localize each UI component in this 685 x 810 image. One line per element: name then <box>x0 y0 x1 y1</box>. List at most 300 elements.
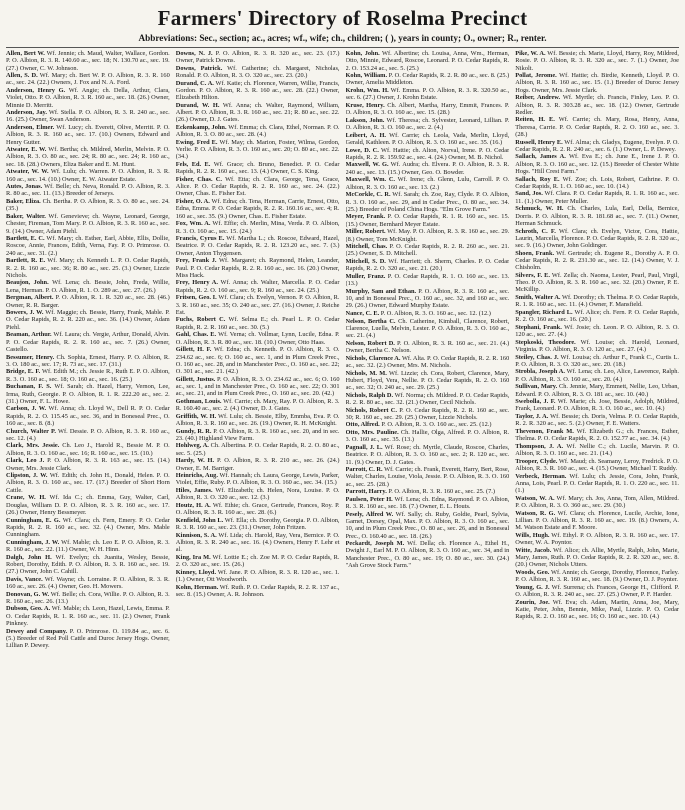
entry-name: Nichols, Robert C. <box>345 406 397 414</box>
directory-entry <box>6 472 170 494</box>
entry-details: Wf. Martha L.; ch. Roscoe, Edward, Hazel, Beatrice. P. O. Cedar Rapids, R. 2. R. 123.20 ac., sec. 7. (3.) Owner, Anton Thygensen. <box>175 235 340 257</box>
directory-entry <box>6 628 170 650</box>
entry-name: Meyer, Frank. <box>345 213 386 221</box>
entry-details: Wf. Verna; ch. Vollmar, Lynn, Lucile, Edna. P. O. Albion, R. 3. R. 80 ac., sec. 18. (10.) Owner, Otto Haas. <box>175 331 340 346</box>
entry-details: Wf. Grace; ch. Bruno, Benedict. P. O. Cedar Rapids, R. 2. R. 160 ac., sec. 13. (4.) Owner, C. S. King. <box>175 161 340 176</box>
entry-details: Wf. Ethie; ch. Grace, Gertrude, Frances, Roy. P. O. Albion, R. 3. R. 160 ac., sec. 28. (6.) <box>175 502 340 517</box>
entry-details: Wf. Jennie; ch. Maud, Walter, Wallace, Gordon. P. O. Albion, R. 3. R. 140.60 ac., sec. 18; N. 130.70 ac., sec. 19. (27.) Owner, C. W. Johnson. <box>6 50 170 72</box>
directory-entry <box>515 428 679 443</box>
entry-details: P. O. Cedar Rapids, R. 2. R. 260 ac., sec. 21. (25.) Owner, S. D. Mitchell. <box>345 243 510 258</box>
directory-entry <box>515 584 679 599</box>
entry-name: Pike, W. A. <box>515 50 546 57</box>
entry-name: Sullivan, Mary. <box>515 383 558 391</box>
directory-entry <box>346 496 510 511</box>
entry-name: Downs, N. J. <box>175 50 213 57</box>
entry-name: Sand, Jos. <box>515 190 543 198</box>
entry-name: Lakson, John. <box>345 116 385 124</box>
entry-name: Clark, Leo J. <box>6 457 45 465</box>
entry-details: P. O. Albion, R. 3. R. 163 ac., sec. 15. (14.) Owner, Mrs. Jessie Clark. <box>6 457 170 472</box>
entry-name: Fisher, Chas. C. <box>175 175 222 183</box>
entry-name: Kruse, Henry. <box>345 101 385 109</box>
abbreviations-line: Abbreviations: Sec., section; ac., acres; wf., wife; ch., children; ( ), years in county; O., owner; R., renter. <box>138 33 547 43</box>
entry-name: Durand, C. A. <box>175 79 214 87</box>
entry-details: Wf. Alice; ch. Fern. P. O. Cedar Rapids, R. 2. O. 160 ac., sec. 16. (20.) <box>515 308 679 324</box>
entry-details: Wf. Eva E.; ch. June E., Irene J. P. O. Albion, R. 3. O. 160 ac., sec. 12. (15.) Breeder of Chester White Hogs. "Hill Crest Farm." <box>515 153 679 175</box>
directory-entry <box>6 50 170 72</box>
directory-entry <box>6 354 170 369</box>
directory-entry <box>176 502 340 517</box>
directory-entry <box>6 235 170 257</box>
directory-entry <box>346 540 510 569</box>
entry-details: Wf. Maud; ch. Seamany, Leroy, Fredrick. P. O. Albion, R. 3. R. 160 ac., sec. 4. (15.) Owner, Michael T. Ruddy. <box>515 457 679 472</box>
directory-entry <box>346 132 510 147</box>
directory-entry <box>515 176 679 191</box>
directory-entry <box>515 50 679 72</box>
directory-entry <box>6 457 170 472</box>
entry-details: Wf. Jane. P. O. Albion, R. 3. R. 120 ac., sec. 1. (1.) Owner, Ott Woodworth. <box>175 568 340 584</box>
entry-name: Hohlweg, A. <box>175 442 209 450</box>
entry-name: King, Ira M. <box>175 553 211 561</box>
directory-entry <box>515 368 679 383</box>
directory-entry <box>6 605 170 627</box>
entry-name: Bowers, J. W. <box>6 309 44 317</box>
entry-details: Wf. May; ch. Marion, Foster, Wilma, Gordon, Verlie. P. O. Albion, R. 3. O. 160 ac., sec. 20; O. 80 ac., sec. 22. (34.) <box>175 138 340 161</box>
entry-name: Atwater, E. W. <box>6 146 47 154</box>
entry-details: Wf. Annie; ch. George, Dorothy, Florence, Farley. P. O. Albion, R. 3. R. 160 ac., sec. 18. (9.) Owner, D. J. Poynter. <box>515 568 679 584</box>
entry-name: Trooper, Clyde. <box>515 457 558 465</box>
directory-entry <box>515 599 679 621</box>
entry-details: Wf. Mary; ch. Jos, Anna, Tom, Allen, Mildred. P. O. Albion, R. 3. O. 360 ac., sec. 29. (30.) <box>515 494 679 510</box>
entry-name: Krohn, Wm. H. <box>345 87 389 95</box>
entry-details: Wf. Edna; ch. Tena, Herman, Carrie, Ernest, Otto, Edna, Emma. P. O. Cedar Rapids, R. 2. R. 160.16 ac., sec. 4; R. 160 ac., sec. 35. (9.) Owner, Chas. E. Fisher Estate. <box>175 198 340 220</box>
entry-details: Wf. Evelyn; ch. Juanita, Wesley, Bessie, Robert, Dorothy, Edith. P. O. Albion, R. 3. R. 160 ac., sec. 19. (27.) Owner, John C. Cahill. <box>6 553 170 576</box>
entry-details: Wf. Alma; ch. Gladys, Eugene, Evelyn. P. O. Cedar Rapids, R. 2. R. 240 ac., sec. 6. (1.) Owner, L. P. Dewey. <box>515 138 679 153</box>
entry-details: P. O. Albion, R. 1. R. 320 ac., sec. 28. (46.) Owner, R. R. Barger. <box>6 294 170 309</box>
entry-details: Wf. Surrena; ch. Frances, George H., Clifford. P. O. Albion, R. 3. R. 240 ac., sec. 27. (25.) Owner, P. F. Harder. <box>515 583 679 598</box>
entry-name: Sallach, James A. <box>515 153 566 161</box>
directory-entry <box>515 532 679 547</box>
directory-entry <box>6 198 170 213</box>
entry-details: Wf. Edith; ch. John H., Donald, Helen. P. O. Albion, R. 3. O. 160 ac., sec. 17. (17.) Breeder of Short Horn Cattle. <box>6 472 170 494</box>
directory-entry <box>176 50 340 65</box>
directory-entry <box>176 517 340 532</box>
directory-entry <box>176 472 340 487</box>
directory-entry <box>176 428 340 443</box>
directory-entry <box>346 488 510 495</box>
header-divider <box>6 47 679 48</box>
entry-details: Wf. Laura; ch. Vergie, Arthur, Donald, Alvin. P. O. Cedar Rapids, R. 2. R. 160 ac., sec. 7. (26.) Owner, Castello. <box>6 331 170 353</box>
entry-name: Bridge, E. F. <box>6 368 41 376</box>
entry-name: Otto, Alfred. <box>345 421 380 429</box>
entry-name: Paulsen, Peter H. <box>345 495 393 503</box>
entry-details: Ch. Jennie, Mary, Emmett, Nellie, Leo, Urban, Edward. P. O. Albion, R. 3. O. 181 ac., sec. 10. (40.) <box>515 383 679 398</box>
entry-details: Ch. Catherine, Kimball, Clarence, Robert, Clarence, Luella, Melvin, Lester. P. O. Albion, R. 3. O. 160 ac., sec. 21. (4.) <box>345 317 510 340</box>
entry-details: Wf. Hattie; ch. Birdie, Kenneth, Lloyd. P. O. Albion, R. 3. R. 160 ac., sec. 15. (1.) Breeder of Duroc Jersey Hogs. Owner, Mrs. Jessie Clark. <box>515 72 679 94</box>
entry-details: Wf. Selma E.; ch. Pearl L. P. O. Cedar Rapids, R. 2. R. 160 ac., sec. 30. (5.) <box>175 316 340 331</box>
entry-name: Silvers, F. E. <box>515 271 550 279</box>
directory-entry <box>176 584 340 599</box>
directory-entry <box>176 176 340 198</box>
directory-entry <box>176 398 340 413</box>
directory-entry <box>515 72 679 94</box>
entry-details: Wf. Clara; ch. Florence, Lucile, Archie, Ione, Lillian. P. O. Albion, R. 3. R. 160 ac., sec. 19. (8.) Owners, A. M. Watson Estate and F. Moore. <box>515 509 679 532</box>
directory-entry <box>6 168 170 183</box>
entry-details: Wf. Anna; ch. Walter, Raymond, William, Albert. P. O. Albion, R. 3. R. 160 ac., sec. 21; R. 80 ac., sec. 22. (26.) Owner, D. J. Gates. <box>175 101 340 124</box>
directory-entry <box>176 161 340 176</box>
entry-name: Bergman, Albert. <box>6 294 54 302</box>
directory-entry <box>6 539 170 554</box>
directory-entry <box>515 272 679 294</box>
entry-name: Peckardt, Joseph M. <box>345 540 405 548</box>
entry-name: Durand, W. H. <box>175 101 220 109</box>
entry-name: Downs, Patrick. <box>175 64 223 72</box>
entry-details: Wf. Sarah; ch. Hazel, Harry, Vernon, Lee, Irma, Ruth, Georgie. P. O. Albion, R. 1. R. 222.20 ac., sec. 2. (31.) Owner, F. L. Howe. <box>6 383 170 405</box>
directory-entry <box>346 50 510 72</box>
entry-name: Crane, W. H. <box>6 494 46 502</box>
entry-details: Wf. Angie; ch. Della, Arthur, Clara, Violet, Otto. P. O. Albion, R. 3. R. 160 ac., sec. 18. (26.) Owner, Minnie D. Merritt. <box>6 87 170 109</box>
directory-entry <box>346 147 510 162</box>
entry-details: Wf. Stella. P. O. Albion, R. 3. R. 240 ac., sec. 16. (25.) Owner, Swan Anderson. <box>6 109 170 124</box>
entry-details: Wf. Hattie; ch. Alton, Norval, Irene. P. O. Cedar Rapids, R. 2. R. 159.92 ac., sec. 4. (24.) Owner, M. B. Nichol. <box>345 146 510 161</box>
entry-name: Strobla, Joseph A. <box>515 368 565 376</box>
entry-name: Kohn, William. <box>345 72 388 80</box>
directory-entry <box>346 370 510 392</box>
entry-name: Anderson, Henry G. <box>6 87 66 95</box>
entry-name: Thompson, J. A. <box>515 442 564 450</box>
entry-details: Wf. Audra; ch. Elvera. P. O. Albion, R. 3. R. 240 ac., sec. 13. (15.) Owner, Geo. O. Bowder. <box>345 161 510 176</box>
entry-details: Wf. May. P. O. Albion, R. 3. R. 160 ac., sec. 29. (8.) Owner, Tom McKnight. <box>345 228 510 243</box>
entry-name: Mitchell, S. D. <box>345 258 386 266</box>
entry-details: Wf. Lena; ch. Leo, Alice, Lawrence, Ralph. P. O. Albion, R. 3. O. 160 ac., sec. 20. (4.) <box>515 368 679 383</box>
directory-entry <box>6 124 170 146</box>
entry-details: Wf. Norma; ch. Mildred. P. O. Cedar Rapids, R. 2. R. 80 ac., sec. 32. (21.) Owner, Cecil Nichols. <box>345 391 510 406</box>
entry-details: Wf. Effie; ch. Merlin, Mina, Verda. P. O. Albion, R. 3. O. 160 ac., sec. 15. (24.) <box>175 220 340 235</box>
entry-details: Wf. Belle; ch. Neva, Ronald. P. O. Albion, R. 3. R. 80 ac., sec. 11. (13.) Breeder of Jerseys. <box>6 183 170 198</box>
entry-details: Wf. Clara; ch. Evelyn, Victor, Cora, Hattie, Laurin, Marcella, Florence. P. O. Cedar Rapids, R. 2. R. 320 ac., sec. 9. (16.) Owner, John Goldinger. <box>515 227 679 250</box>
entry-details: Wf. Clara; ch. Evelyn, Vernon. P. O. Albion, R. 3. R. 160 ac., sec. 35; O. 240 ac., sec. 27. (16.) Owner, J. Reiche Est. <box>175 294 340 316</box>
entry-details: Wf. Bertha; ch. Mildred, Merlin, Melvin. P. O. Albion, R. 3. O. 80 ac., sec. 24; R. 80 ac., sec. 24; R. 160 ac., sec. 18. (28.) Owners, Eliza Baker and E. M. Hunt. <box>6 146 170 168</box>
entry-name: Francis, Cyrus E. <box>175 235 225 243</box>
entry-details: P. O. Albion, R. 3. O. 160 ac., sec. 25. (12.) <box>379 421 492 429</box>
directory-entry <box>6 331 170 353</box>
directory-entry <box>515 510 679 532</box>
directory-entry <box>515 94 679 116</box>
directory-entry <box>176 457 340 472</box>
entry-details: P. O. Albion, R. 3. R. 320 ac., sec. 23. (17.) Owner, Patrick Downs. <box>175 50 340 65</box>
directory-entry <box>6 591 170 606</box>
directory-entry <box>346 444 510 466</box>
entry-details: Wf. Zoe; ch. Lois, Robert, Cathrine. P. O. Cedar Rapids, R. 1. O. 160 ac., sec. 10. (14.) <box>515 175 679 190</box>
directory-entry <box>515 495 679 510</box>
entry-details: Wf. Mable; ch. Leo E. P. O. Albion, R. 3. R. 160 ac., sec. 22. (11.) Owner, W. H. Hinn. <box>6 538 170 553</box>
directory-entry <box>176 279 340 294</box>
entry-details: Wf. Catherine; ch. Margaret, Nicholas, Ronald. P. O. Albion, R. 3. O. 320 ac., sec. 23. (20.) <box>175 64 340 80</box>
entry-details: Ch. Sophia, Ernest, Harry. P. O. Albion, R. 3. O. 180 ac., sec. 17; R. 73 ac., sec. 17. (31.) <box>6 353 170 368</box>
directory-entry <box>176 346 340 375</box>
entry-name: Nichols, Clarence A. <box>345 354 401 362</box>
entry-details: P. O. Albion, R. 3. R. 160 ac., sec. 21. (4.) Owner, Bertha C. Nelson. <box>345 339 510 355</box>
entry-name: Lowe, D. C. <box>345 146 379 154</box>
directory-entry <box>346 392 510 407</box>
entry-details: Ch. Charles, Lula, Earl, Della, Bernice, Dorris. P. O. Albion, R. 3. R. 181.68 ac., sec. 7. (11.) Owner, Herman Schmuck. <box>515 205 679 227</box>
entry-name: Beaujon, John. <box>6 279 49 287</box>
directory-entry <box>6 109 170 124</box>
directory-entry <box>176 554 340 569</box>
directory-entry <box>6 279 170 294</box>
entry-name: Anderson, Elmer. <box>6 124 55 132</box>
entry-details: Wf. Dessie. P. O. Albion, R. 3. R. 160 ac., sec. 12. (4.) <box>6 427 170 442</box>
directory-entry <box>176 376 340 398</box>
entry-name: Beaman, Arthur. <box>6 331 52 339</box>
entry-name: Clipston, J. W. <box>6 472 48 480</box>
directory-entry <box>176 235 340 257</box>
directory-entry <box>346 318 510 340</box>
directory-entry <box>6 146 170 168</box>
entry-details: Ch. Albertina. P. O. Cedar Rapids, R. 2. O. 80 ac., sec. 5. (25.) <box>175 442 340 457</box>
directory-entry <box>176 413 340 428</box>
entry-name: Watson, R. G. <box>515 509 556 517</box>
entry-details: Wf. Sally; ch. Ruby, Goldie, Pearl, Sylvia, Garnet, Dorsey, Opal, Max. P. O. Albion, R. 3. O. 160 ac., sec. 10, and in Plum Creek Prec., O. 80 ac., sec. 26, and in Boneseal Prec., O. 160.40 ac., sec. 18. (26.) <box>345 510 510 540</box>
directory-entry <box>346 243 510 258</box>
entry-details: Wf. Carrie; ch. Mary, Rosa, Henry, Anna, Theresa, Carrie. P. O. Cedar Rapids, R. 2. O. 160 ac., sec. 3. (28.) <box>515 116 679 138</box>
directory-entry <box>346 72 510 87</box>
entry-details: Wf. Theresa; ch. Sylvester, Leonard, Lillian. P. O. Albion, R. 3. O. 160 ac., sec. 2. (4.) <box>345 116 510 132</box>
entry-details: Wf. Belle; ch. Cora, Willie. P. O. Albion, R. 3. R. 160 ac., sec. 26. (13.) <box>6 590 170 605</box>
directory-entry <box>176 65 340 80</box>
entry-name: Fisher, O. A. <box>175 198 210 206</box>
entry-details: P. O. Albion, R. 3. R. 160 ac., sec. 10, and in Boneseal Prec., O. 160 ac., sec. 32, and 160 ac., sec. 29. (26.) Owner, Edward Murphy Estate. <box>345 287 510 310</box>
entry-name: Wills, Hugh. <box>515 531 550 539</box>
directory-entry <box>515 443 679 458</box>
entry-name: Carlson, J. W. <box>6 405 47 413</box>
entry-details: Wf. Mary; ch. Kenneth L. P. O. Cedar Rapids, R. 2. R. 160 ac., sec. 36; R. 80 ac., sec. 25. (3.) Owner, Lizzie Nichols. <box>6 257 170 279</box>
entry-details: Wf. Carrie; ch. Leola, Vada, Merlin, Lloyd, Gerald, Kathleen. P. O. Albion, R. 3. O. 160 ac., sec. 35. (16.) <box>345 131 510 146</box>
directory-entry <box>6 368 170 383</box>
entry-details: Wf. Lucy; ch. Everett, Olive, Merritt. P. O. Albion, R. 3. R. 160 ac., sec. 17. (10.) Owners, Edward and Henry Gutter. <box>6 124 170 146</box>
entry-name: Kenfield, John L. <box>175 516 224 524</box>
entry-details: Wf. Anna; ch. Lloyd W., Dell R. P. O. Cedar Rapids, R. 2. O. 115.45 ac., sec. 36, and in Boneseal Prec., O. 160 ac., sec. 8. (8.) <box>6 405 170 427</box>
entry-name: Frey, Frank J. <box>175 257 217 265</box>
entry-name: Gillett, H. F. <box>175 346 212 354</box>
entry-name: Smith, Walter A. <box>515 293 561 301</box>
entry-name: Schroth, C. F. <box>515 227 556 235</box>
entry-details: Wf. Katie; ch. Florence, Warren, Willie, Francis, Gordon. P. O. Albion, R. 3. R. 160 ac., sec. 28. (22.) Owner, Elizabeth Hilton. <box>175 79 340 102</box>
entry-name: Fels, Ed. E. <box>175 161 211 169</box>
entry-name: Shoen, Frank. <box>515 249 555 257</box>
directory-entry <box>6 517 170 539</box>
directory-column-2 <box>176 50 340 810</box>
entry-details: Wf. Della; ch. Florence A., Ethel H., Dwight J., Earl M. P. O. Albion, R. 3. O. 160 ac., sec. 34, and in Manchester Prec., O. 80 ac., sec. 19; O. 80 ac., sec. 30. (24.) "Ash Grove Stock Farm." <box>345 540 510 569</box>
directory-entry <box>6 383 170 405</box>
directory-entry <box>515 354 679 369</box>
entry-details: Wf. Bessie; ch. Marie, Lloyd, Harry, Roy, Mildred, Rosie. P. O. Albion, R. 3. R. 320 ac., sec. 7. (1.) Owner, Joe Nikolt. <box>515 50 679 72</box>
entry-name: Griffith, W. H. <box>175 412 217 420</box>
entry-name: Baker, Eliza. <box>6 198 41 206</box>
entry-name: Murphy, Sam and Ethan. <box>345 287 417 295</box>
directory-entry <box>6 576 170 591</box>
directory-entry <box>176 257 340 279</box>
directory-entry <box>6 257 170 279</box>
directory-column-3 <box>346 50 510 810</box>
entry-name: Dewey and Company. <box>6 627 68 635</box>
directory-entry <box>6 309 170 331</box>
entry-name: Reiber, Andrew. <box>515 94 561 102</box>
directory-entry <box>346 288 510 310</box>
entry-details: P. O. Cedar Rapids, R. 1. O. 160 ac., sec. 13. (13.) <box>345 272 510 288</box>
entry-name: Nance, C. E. <box>345 310 380 317</box>
entry-name: Frey, Henry A. <box>175 279 218 287</box>
directory-entry <box>176 569 340 584</box>
directory-entry <box>346 310 510 317</box>
entry-details: Wf. Clara; ch. Fern, Emery. P. O. Cedar Rapids, R. 2. R. 160 ac., sec. 32. (4.) Owner, Mrs. Mable Cunningham. <box>6 516 170 539</box>
entry-name: Hardy, W. H. <box>175 457 215 465</box>
directory-entry <box>346 102 510 117</box>
directory-entry <box>176 220 340 235</box>
entry-details: Wf. Irene; ch. Glenn, Lulu, Carroll. P. O. Albion, R. 3. O. 160 ac., sec. 13. (2.) <box>345 176 510 191</box>
entry-name: Miller, Robert. <box>345 228 386 236</box>
entry-name: Dalgh, John H. <box>6 553 52 561</box>
entry-name: Kohn, Herman. <box>175 583 219 591</box>
directory-entry <box>176 294 340 316</box>
directory-entry <box>346 466 510 488</box>
entry-name: Heinrichs, Aug. <box>175 472 218 480</box>
entry-details: Wf. Rose; ch. Myrtle, Claude, Roscoe, Charles, Beatrice. P. O. Albion, R. 3. O. 160 ac., sec. 2; R. 120 ac., sec. 11. (9.) Owner, D. J. Gates. <box>345 444 510 466</box>
entry-details: Wf. Emma; ch. Clara, Ethel, Norman. P. O. Albion, R. 3. O. 80 ac., sec. 28. (4.) <box>175 124 340 139</box>
page-title: Farmers' Directory of Roselma Precinct <box>157 6 528 30</box>
entry-details: Wf. Dorothy; ch. Thelma. P. O. Cedar Rapids, R. 1. R. 160 ac., sec. 11. (4.) Owner, F. Mansfield. <box>515 293 679 309</box>
entry-name: Pollat, Jerome. <box>515 72 557 80</box>
directory-entry <box>346 176 510 191</box>
entry-details: Ch. Albert, Martha, Harry, Emmit, Frances. P. O. Albion, R. 3. O. 160 ac., sec. 15. (28.) <box>345 101 510 117</box>
directory-entry <box>515 139 679 154</box>
entry-name: Gillett, Justus. <box>175 375 216 383</box>
entry-details: Wf. Anna; ch. Walter, Marcella. P. O. Cedar Rapids, R. 2. O. 160 ac., sec. 9; R. 160 ac., sec. 24. (25.) <box>175 279 340 294</box>
entry-name: Maxwell, Wm. C. <box>345 176 395 184</box>
entry-details: Wf. Alice; ch. Allie, Myrtle, Ralph, John, Marie, Mary, James, Ruth. P. O. Cedar Rapids, R. 2. R. 320 ac., sec. 8. (20.) Owner, Nichols Utters. <box>515 546 679 569</box>
entry-details: Wf. Elizabeth; ch. Helen, Nora, Louise. P. O. Albion, R. 3. O. 320 ac., sec. 12. (3.) <box>175 487 340 502</box>
directory-entry <box>176 442 340 457</box>
entry-name: Dubson, Geo. A. <box>6 605 51 613</box>
entry-details: Wf. Margaret; ch. Raymond, Helen, Leander, Paul. P. O. Cedar Rapids, R. 2. R. 160 ac., sec. 16. (20.) Owner, Miss Hack. <box>175 257 340 279</box>
entry-details: Wf. Lena; ch. Edna, Raymond. P. O. Albion, R. 3. R. 160 ac., sec. 18. (7.) Owner, E. L. Houts. <box>345 495 510 511</box>
directory-entry <box>6 428 170 443</box>
directory-entry <box>515 324 679 339</box>
entry-details: P. O. Albion, R. 3. O. 234.62 ac., sec. 6; O. 160 ac., sec. 1, and in Manchester Prec., O. 160 ac., sec. 22; O. 301 ac., sec. 21, and in Plum Creek Prec., O. 160 ac., sec. 20. (42.) <box>175 375 340 398</box>
directory-entry <box>346 213 510 228</box>
entry-details: Wf. Lizzie; ch. Cora, Robert, Clarence, Mary, Hubert, Floyd, Vera, Nellie. P. O. Cedar Rapids, R. 2. O. 160 ac., sec. 32; O. 240 ac., sec. 29. (25.) <box>345 369 510 392</box>
entry-name: Autes, Jonas. <box>6 183 43 191</box>
entry-details: P. O. Primrose. O. 119.84 ac., sec. 6. (5.) Breeder of Red Poll Cattle and Duroc Jersey Hogs. Owner, Lillian P. Dewey. <box>6 627 170 650</box>
directory-entry <box>176 102 340 124</box>
entry-name: Kinney, Lloyd. <box>175 568 217 576</box>
entry-details: Ch. Hallie, Olga, Alfred. P. O. Albion, R. 3. O. 160 ac., sec. 35. (13.) <box>345 429 510 444</box>
directory-columns <box>6 50 679 810</box>
directory-entry <box>176 487 340 502</box>
entry-details: Wf. Ruth. P. O. Cedar Rapids, R. 2. R. 137 ac., sec. 8. (15.) Owner, A. R. Johnson. <box>175 583 340 598</box>
directory-entry <box>346 355 510 370</box>
entry-name: Maxwell, W. G. <box>345 161 389 169</box>
directory-entry <box>515 569 679 584</box>
entry-name: Fox, Wm. A. <box>175 220 211 228</box>
directory-column-1 <box>6 50 170 810</box>
directory-entry <box>515 398 679 413</box>
entry-details: Wf. Carrie; ch. Frank, Everett, Harry, Bert, Rose, Walter, Charles, Louise, Viola, Jessie. P. O. Albion, R. 3. O. 160 ac., sec. 25. (28.) <box>345 466 510 488</box>
entry-name: Thevenon, Frank M. <box>515 427 574 435</box>
entry-details: Wf. Alta. P. O. Cedar Rapids, R. 2. R. 160 ac., sec. 32. (2.) Owner, Mrs. M. Nichols. <box>345 354 510 369</box>
entry-name: Bartlett, R. E. <box>6 257 46 265</box>
directory-entry <box>515 153 679 175</box>
entry-name: Woods, Geo. <box>515 568 550 576</box>
directory-entry <box>6 87 170 109</box>
directory-entry <box>515 473 679 495</box>
entry-details: Wf. Clara. P. O. Cedar Rapids, R. 1. R. 160 ac., sec. 11. (1.) Owner, Peter Muller. <box>515 190 679 205</box>
entry-name: Parrott, C. R. <box>345 466 383 474</box>
entry-name: Steiley, Chas. J. <box>515 353 559 361</box>
directory-entry <box>176 80 340 102</box>
entry-details: Wf. Mary; ch. Bert W. P. O. Albion, R. 3. R. 160 ac., sec. 24. (22.) Owners, J. Fox and N. A. Ford. <box>6 72 170 87</box>
directory-entry <box>346 191 510 213</box>
directory-entry <box>6 213 170 235</box>
directory-entry <box>515 294 679 309</box>
directory-entry <box>346 421 510 428</box>
directory-entry <box>346 258 510 273</box>
entry-name: Gahl, Chas. E. <box>175 331 217 339</box>
entry-details: Wf. Harriett; ch. Sherm, Charles. P. O. Cedar Rapids, R. 2. O. 320 ac., sec. 21. (20.) <box>345 258 510 273</box>
directory-entry <box>515 413 679 428</box>
directory-entry <box>6 294 170 309</box>
entry-name: Watson, W. A. <box>515 494 555 502</box>
entry-name: McCorkle, C. R. <box>345 191 391 199</box>
entry-name: Hiles, James. <box>175 487 213 495</box>
directory-entry <box>176 124 340 139</box>
entry-details: Wf. Josie; ch. Leon. P. O. Albion, R. 3. O. 120 ac., sec. 27. (4.) <box>515 323 679 338</box>
entry-name: Cunningham, J. W. <box>6 538 60 546</box>
entry-details: Wf. Louise; ch. Harold, Leonard, Virginia. P. O. Albion, R. 3. O. 120 ac., sec. 27. (4.) <box>515 338 679 353</box>
entry-details: Wf. Zella; ch. Naoma, Lester, Pearl, Paul, Virgil, Theo. P. O. Albion, R. 3. R. 160 ac., sec. 32. (20.) Owner, P. E. McKillip. <box>515 271 679 294</box>
entry-details: Wf. Ida C.; ch. Emma, Guy, Walter, Carl, Douglas, William D. P. O. Albion, R. 3. R. 160 ac., sec. 17. (26.) Owner, Henry Bessmeyer. <box>6 494 170 516</box>
entry-name: Nelson, Bertha C. <box>345 317 396 325</box>
directory-entry <box>515 190 679 205</box>
entry-name: Leibert, A. H. <box>345 131 386 139</box>
entry-details: Wf. Marie; ch. Jose, Bessie, Adolph, Mildred, Frank, Leonard. P. O. Albion, R. 3. O. 160 ac., sec. 10. (4.) <box>515 398 679 413</box>
entry-details: Wf. Elizabeth G.; ch. Frances, Esther, Thelma. P. O. Cedar Rapids, R. 2. O. 152.77 ac., sec. 34. (4.) <box>515 427 679 443</box>
directory-entry <box>346 87 510 102</box>
directory-entry <box>176 316 340 331</box>
directory-entry <box>176 139 340 161</box>
directory-entry <box>515 309 679 324</box>
directory-entry <box>515 228 679 250</box>
entry-details: Wf. Nellie C.; ch. Lucile, Marvin. P. O. Albion, R. 3. O. 160 ac., sec. 21. (14.) <box>515 442 679 458</box>
directory-entry <box>515 116 679 138</box>
directory-entry <box>515 339 679 354</box>
directory-entry <box>6 494 170 516</box>
entry-details: Wf. Lulu; ch. Bessie, Elby, Emmba, Eva. P. O. Albion, R. 3. R. 160 ac., sec. 26. (19.) Owner, R. H. McKnight. <box>175 412 340 427</box>
entry-details: Wf. Ethyl. P. O. Albion, R. 3. R. 160 ac., sec. 17. Owner, W. A. Poyntor. <box>515 531 679 547</box>
entry-details: Wf. Maggie; ch. Bessie, Harry, Frank, Mable. P. O. Cedar Rapids, R. 2. R. 220 ac., sec. 36. (14.) Owner, Adam Piehl. <box>6 309 170 331</box>
entry-name: Bessumer, Henry. <box>6 353 55 361</box>
directory-entry <box>6 405 170 427</box>
directory-entry <box>6 554 170 576</box>
directory-entry <box>176 331 340 346</box>
entry-name: Russell, Henry E. <box>515 138 563 146</box>
directory-entry <box>346 273 510 288</box>
directory-entry <box>6 72 170 87</box>
entry-name: Sallach, Roy E. <box>515 175 560 183</box>
directory-entry <box>176 198 340 220</box>
entry-name: Mitchell, Chas. <box>345 243 388 251</box>
entry-details: P. O. Albion, R. 3. R. 160 ac., sec. 20, and in sec. 23. (40.) Highland View Farm. <box>175 427 340 442</box>
entry-name: Stephani, Frank. <box>515 323 562 331</box>
